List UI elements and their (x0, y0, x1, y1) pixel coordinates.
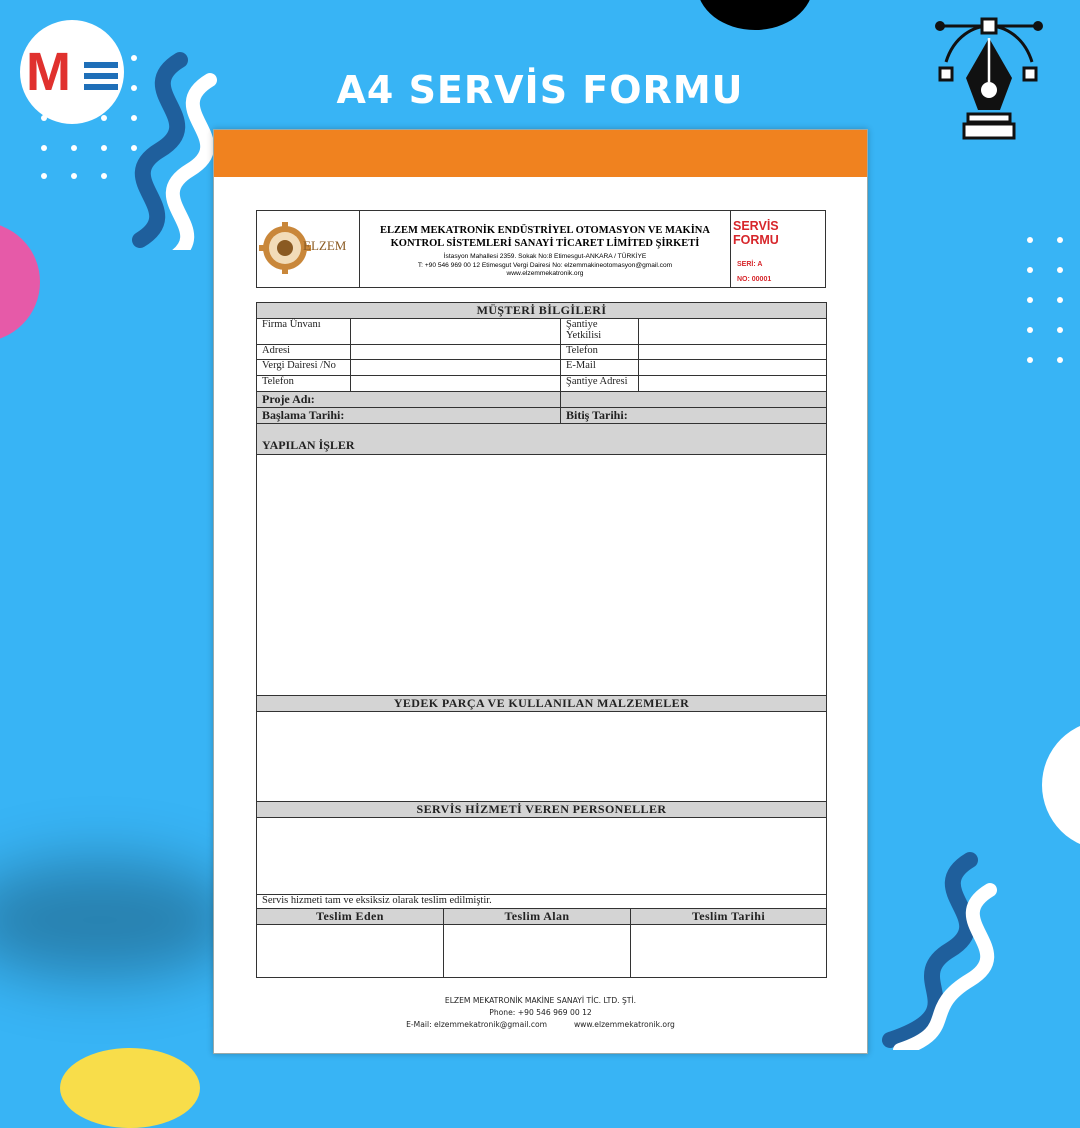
field-teslim-eden[interactable] (257, 925, 444, 978)
page-title: A4 SERVİS FORMU (336, 68, 744, 112)
company-contact: T: +90 546 969 00 12 Etimesgut Vergi Dairesi No: elzemmakineotomasyon@gmail.com (417, 262, 673, 269)
decor-pink-circle (0, 222, 40, 342)
footer-website: www.elzemmekatronik.org (573, 1020, 675, 1029)
field-teslim-alan[interactable] (444, 925, 631, 978)
label-teslim-eden: Teslim Eden (257, 909, 444, 925)
delivery-note: Servis hizmeti tam ve eksiksiz olarak teslim edilmiştir. (257, 895, 827, 909)
personel-area[interactable] (257, 818, 827, 895)
form-seri: SERİ: A (737, 261, 763, 268)
form-number: NO: 00001 (737, 276, 772, 283)
sheet-footer (214, 995, 867, 1031)
label-vergi-dairesi: Vergi Dairesi /No (257, 360, 351, 376)
label-baslama-tarihi: Başlama Tarihi: (257, 408, 561, 424)
field-adresi[interactable] (351, 345, 561, 360)
brand-logo-letter: M (26, 42, 71, 102)
company-header (256, 210, 826, 288)
footer-contact-row (214, 1019, 867, 1031)
company-info (360, 211, 731, 287)
field-proje-adi[interactable] (561, 392, 827, 408)
field-firma-unvani[interactable] (351, 319, 561, 345)
label-teslim-tarihi: Teslim Tarihi (631, 909, 827, 925)
label-telefon-2: Telefon (257, 376, 351, 392)
company-website: www.elzemmekatronik.org (506, 270, 584, 277)
logo-text: ELZEM (303, 238, 347, 253)
company-name-line2: KONTROL SİSTEMLERİ SANAYİ TİCARET LİMİTED ŞİRKETİ (390, 238, 700, 249)
decor-white-circle (1042, 720, 1080, 850)
label-firma-unvani: Firma Ünvanı (257, 319, 351, 345)
header-band (214, 130, 867, 177)
decor-black-circle (697, 0, 813, 30)
form-sheet (213, 129, 868, 1054)
field-email[interactable] (639, 360, 827, 376)
label-bitis-tarihi: Bitiş Tarihi: (561, 408, 827, 424)
label-email: E-Mail (561, 360, 639, 376)
yapilan-isler-area[interactable] (257, 455, 827, 696)
field-teslim-tarihi[interactable] (631, 925, 827, 978)
label-proje-adi: Proje Adı: (257, 392, 561, 408)
project-table (256, 391, 827, 909)
label-teslim-alan: Teslim Alan (444, 909, 631, 925)
company-name-line1: ELZEM MEKATRONİK ENDÜSTRİYEL OTOMASYON VE MAKİNA (380, 225, 710, 236)
decor-shadow (0, 860, 240, 980)
delivery-table (256, 908, 827, 978)
company-logo (257, 211, 360, 287)
field-santiye-yetkilisi[interactable] (639, 319, 827, 345)
form-title: SERVİS FORMU (733, 219, 779, 247)
service-form (256, 302, 824, 978)
yapilan-isler-title: YAPILAN İŞLER (257, 424, 827, 455)
field-telefon[interactable] (639, 345, 827, 360)
decor-waves-right (860, 850, 1000, 1050)
field-telefon-2[interactable] (351, 376, 561, 392)
yedek-parca-title: YEDEK PARÇA VE KULLANILAN MALZEMELER (257, 696, 827, 712)
company-address: İstasyon Mahallesi 2359. Sokak No:8 Etimesgut-ANKARA / TÜRKİYE (443, 253, 647, 260)
form-id-box (731, 211, 825, 287)
footer-company: ELZEM MEKATRONİK MAKİNE SANAYİ TİC. LTD. ŞTİ. (444, 996, 637, 1005)
decor-dots-right (1024, 234, 1074, 370)
customer-table (256, 302, 827, 392)
customer-section-title: MÜŞTERİ BİLGİLERİ (257, 303, 827, 319)
yedek-parca-area[interactable] (257, 712, 827, 802)
label-santiye-adresi: Şantiye Adresi (561, 376, 639, 392)
personel-title: SERVİS HİZMETİ VEREN PERSONELLER (257, 802, 827, 818)
field-santiye-adresi[interactable] (639, 376, 827, 392)
label-santiye-yetkilisi: Şantiye Yetkilisi (561, 319, 639, 345)
field-vergi-dairesi[interactable] (351, 360, 561, 376)
footer-email: E-Mail: elzemmekatronik@gmail.com (406, 1020, 548, 1029)
label-telefon: Telefon (561, 345, 639, 360)
label-adresi: Adresi (257, 345, 351, 360)
decor-yellow-circle (60, 1048, 200, 1128)
footer-phone: Phone: +90 546 969 00 12 (489, 1008, 592, 1017)
